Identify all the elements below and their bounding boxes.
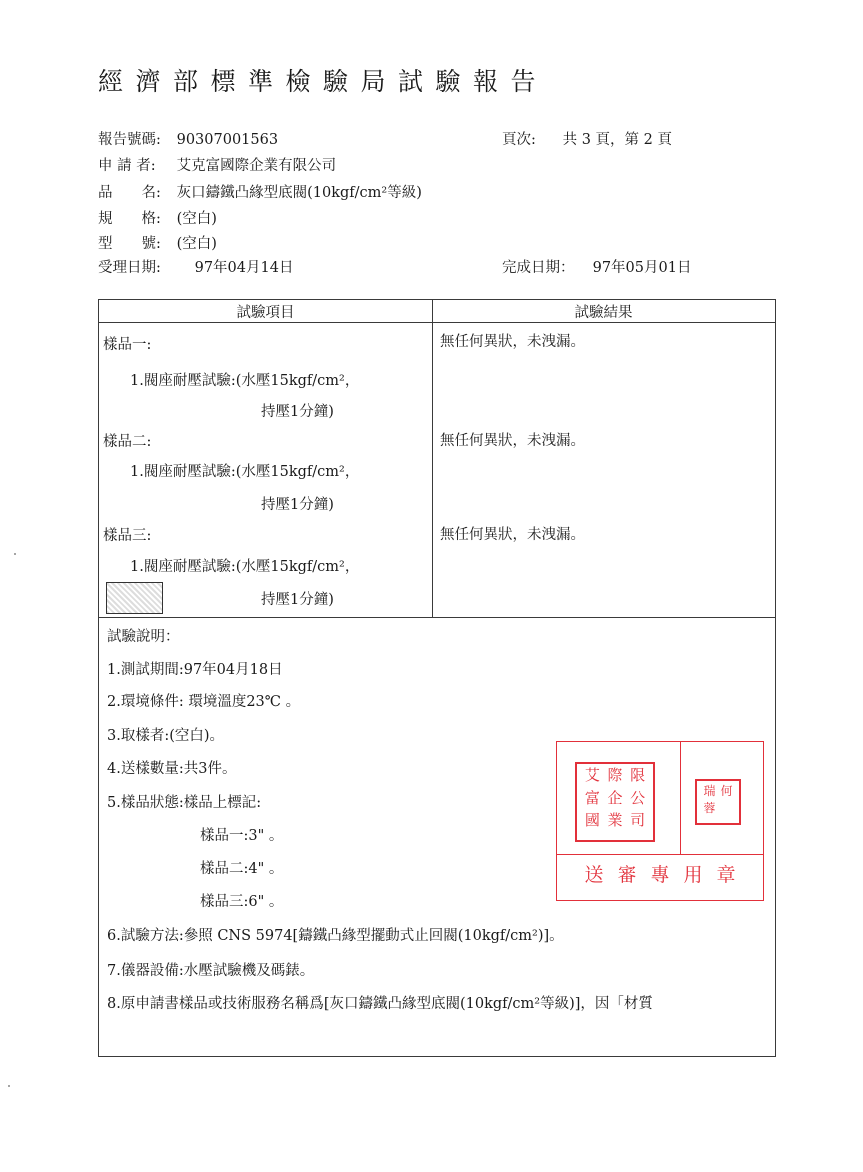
seal-char: 際	[607, 766, 623, 784]
seal-char: 艾	[584, 766, 600, 784]
sample-2-name: 樣品二:	[103, 434, 152, 450]
product-label: 品 名:	[98, 185, 161, 201]
applicant: 艾克富國際企業有限公司	[176, 158, 337, 174]
seal-char: 瑞	[703, 784, 716, 798]
seal-char: 司	[630, 811, 646, 830]
received-date-label: 受理日期:	[98, 260, 161, 276]
sample-mark-2: 樣品二:4" 。	[200, 861, 284, 877]
header-test-item: 試驗項目	[236, 305, 295, 321]
seal-char: 蓉	[703, 801, 716, 815]
sample-3-name: 樣品三:	[103, 528, 152, 544]
received-date-row	[98, 259, 293, 277]
spec-label: 規 格:	[98, 211, 161, 227]
stamp-divider-horizontal	[557, 854, 763, 855]
review-stamp	[556, 741, 764, 901]
page-label: 頁次:	[502, 132, 536, 148]
stamp-divider-vertical	[680, 742, 681, 854]
seal-char: 限	[630, 766, 646, 784]
sample-1-item-cont: 持壓1分鐘)	[261, 404, 334, 420]
sample-1-item: 1.閥座耐壓試驗:(水壓15kgf/cm²，	[130, 373, 360, 389]
scan-speck	[8, 1085, 10, 1087]
note-item-8: 8.原申請書樣品或技術服務名稱爲[灰口鑄鐵凸緣型底閥(10kgf/cm²等級)]，因「材質	[107, 996, 653, 1012]
sample-2-item-cont: 持壓1分鐘)	[261, 497, 334, 513]
seal-char: 何	[720, 784, 733, 798]
note-item-7: 7.儀器設備:水壓試驗機及碼錶。	[107, 963, 315, 979]
completed-date-label: 完成日期：	[502, 260, 575, 276]
note-item-1: 1.測試期間:97年04月18日	[107, 662, 283, 678]
seal-char: 業	[607, 811, 623, 830]
model-row	[98, 235, 217, 253]
small-seal-stamp	[106, 582, 163, 614]
personal-seal	[695, 779, 741, 825]
product-name: 灰口鑄鐵凸緣型底閥(10kgf/cm²等級)	[176, 185, 422, 201]
spec-value: (空白)	[176, 211, 217, 227]
sample-3-item-cont: 持壓1分鐘)	[261, 592, 334, 608]
company-seal	[575, 762, 655, 842]
completed-date-row	[502, 259, 691, 277]
page-value: 共 3 頁，第 2 頁	[562, 132, 672, 148]
completed-date: 97年05月01日	[592, 260, 692, 276]
scan-speck	[14, 553, 16, 555]
seal-char: 富	[584, 788, 600, 807]
sample-mark-3: 樣品三:6" 。	[200, 894, 284, 910]
sample-1-name: 樣品一:	[103, 337, 152, 353]
note-item-2: 2.環境條件: 環境溫度23℃ 。	[107, 694, 301, 710]
model-value: (空白)	[176, 236, 217, 252]
section-divider	[99, 617, 775, 618]
applicant-row	[98, 157, 336, 175]
report-number: 90307001563	[176, 132, 279, 148]
sample-2-item: 1.閥座耐壓試驗:(水壓15kgf/cm²，	[130, 464, 360, 480]
model-label: 型 號:	[98, 236, 161, 252]
report-number-label: 報告號碼:	[98, 132, 161, 148]
note-item-3: 3.取樣者:(空白)。	[107, 728, 225, 744]
spec-row	[98, 210, 217, 228]
sample-3-result: 無任何異狀，未洩漏。	[440, 527, 585, 543]
sample-mark-1: 樣品一:3" 。	[200, 828, 284, 844]
page-info-row	[502, 131, 672, 149]
sample-2-result: 無任何異狀，未洩漏。	[440, 433, 585, 449]
note-item-6: 6.試驗方法:參照 CNS 5974[鑄鐵凸緣型擺動式止回閥(10kgf/cm²)]。	[107, 928, 564, 944]
header-divider	[99, 322, 775, 323]
report-number-row	[98, 131, 278, 149]
applicant-label: 申 請 者:	[98, 158, 156, 174]
seal-char: 企	[607, 788, 623, 807]
seal-char: 國	[584, 811, 600, 830]
seal-char: 公	[630, 788, 646, 807]
product-row	[98, 184, 422, 202]
note-item-4: 4.送樣數量:共3件。	[107, 761, 237, 777]
sample-3-item: 1.閥座耐壓試驗:(水壓15kgf/cm²，	[130, 559, 360, 575]
column-divider	[432, 300, 433, 618]
header-test-result: 試驗結果	[574, 305, 633, 321]
test-report-table	[98, 299, 776, 1057]
received-date: 97年04月14日	[194, 260, 294, 276]
stamp-label: 送審專用章	[584, 864, 750, 886]
sample-1-result: 無任何異狀，未洩漏。	[440, 334, 585, 350]
page-title: 經濟部標準檢驗局試驗報告	[98, 67, 549, 96]
note-item-5: 5.樣品狀態:樣品上標記:	[107, 795, 262, 811]
notes-heading: 試驗說明：	[107, 629, 180, 645]
